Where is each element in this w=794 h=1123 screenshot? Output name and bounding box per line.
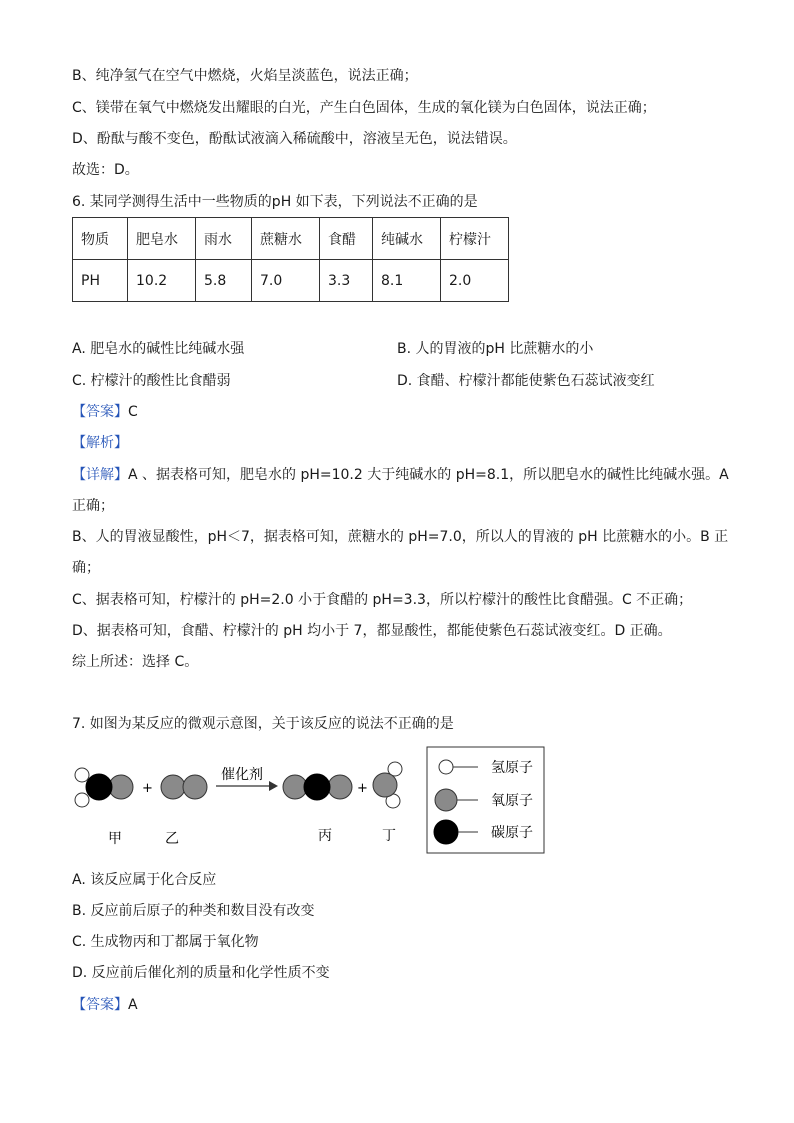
detail-line: C、据表格可知，柠檬汁的 pH=2.0 小于食醋的 pH=3.3，所以柠檬汁的酸性比食醋强。C 不正确；: [72, 592, 693, 608]
table-cell: 雨水: [196, 218, 252, 260]
question-7-stem: 7. 如图为某反应的微观示意图，关于该反应的说法不正确的是: [72, 716, 454, 732]
legend-oxygen-swatch: [435, 789, 457, 811]
text-line: C、镁带在氧气中燃烧发出耀眼的白光，产生白色固体，生成的氧化镁为白色固体，说法正确；: [72, 100, 656, 116]
detail-line: [72, 465, 729, 485]
table-row: [73, 260, 509, 302]
table-cell: 柠檬汁: [441, 218, 509, 260]
table-cell: PH: [73, 260, 128, 302]
text-line: D、酚酞与酸不变色，酚酞试液滴入稀硫酸中，溶液呈无色，说法错误。: [72, 131, 517, 147]
oxygen-atom: [328, 775, 352, 799]
answer-line: [72, 402, 138, 422]
table-cell: 物质: [73, 218, 128, 260]
option-b: B. 反应前后原子的种类和数目没有改变: [72, 903, 315, 919]
oxygen-atom: [183, 775, 207, 799]
option-d: D. 反应前后催化剂的质量和化学性质不变: [72, 965, 330, 981]
table-cell: 3.3: [320, 260, 373, 302]
answer-line: [72, 995, 138, 1015]
table-cell: 肥皂水: [128, 218, 196, 260]
detail-line: D、据表格可知，食醋、柠檬汁的 pH 均小于 7，都显酸性，都能使紫色石蕊试液变红。D 正确。: [72, 623, 672, 639]
detail-line: B、人的胃液显酸性，pH＜7，据表格可知，蔗糖水的 pH=7.0，所以人的胃液的 pH 比蔗糖水的小。B 正: [72, 529, 729, 545]
option-a: A. 该反应属于化合反应: [72, 872, 217, 888]
oxygen-atom: [373, 773, 397, 797]
detail-line: 综上所述：选择 C。: [72, 654, 199, 670]
molecule-label-bing: 丙: [318, 828, 332, 844]
molecule-label-yi: 乙: [165, 831, 179, 847]
option-a: A. 肥皂水的碱性比纯碱水强: [72, 341, 245, 357]
ph-table: [72, 217, 509, 302]
table-row: [73, 218, 509, 260]
legend-hydrogen-swatch: [439, 760, 453, 774]
detail-line: 正确；: [72, 498, 114, 514]
question-6-stem: 6. 某同学测得生活中一些物质的pH 如下表，下列说法不正确的是: [72, 194, 478, 210]
oxygen-atom: [161, 775, 185, 799]
oxygen-atom: [109, 775, 133, 799]
table-cell: 食醋: [320, 218, 373, 260]
detail-text: A 、据表格可知，肥皂水的 pH=10.2 大于纯碱水的 pH=8.1，所以肥皂水的碱性比纯碱水强。A: [128, 467, 729, 483]
catalyst-label: 催化剂: [221, 767, 263, 783]
detail-label: 【详解】: [72, 467, 128, 483]
detail-line: 确；: [72, 560, 100, 576]
legend-carbon-label: 碳原子: [491, 825, 533, 841]
option-d: D. 食醋、柠檬汁都能使紫色石蕊试液变红: [397, 373, 655, 389]
table-cell: 蔗糖水: [252, 218, 320, 260]
option-c: C. 柠檬汁的酸性比食醋弱: [72, 373, 231, 389]
table-cell: 纯碱水: [373, 218, 441, 260]
answer-label: 【答案】: [72, 997, 128, 1013]
answer-label: 【答案】: [72, 404, 128, 420]
table-cell: 7.0: [252, 260, 320, 302]
plus-sign: +: [142, 781, 153, 796]
text-line: B、纯净氢气在空气中燃烧，火焰呈淡蓝色，说法正确；: [72, 68, 418, 84]
text-line: 故选：D。: [72, 162, 139, 178]
table-cell: 8.1: [373, 260, 441, 302]
table-cell: 10.2: [128, 260, 196, 302]
option-b: B. 人的胃液的pH 比蔗糖水的小: [397, 341, 594, 357]
hydrogen-atom: [75, 793, 89, 807]
arrow-head-icon: [269, 781, 278, 791]
table-cell: 2.0: [441, 260, 509, 302]
molecule-label-jia: 甲: [108, 831, 122, 847]
carbon-atom: [304, 774, 330, 800]
answer-value: C: [128, 404, 138, 420]
table-cell: 5.8: [196, 260, 252, 302]
answer-value: A: [128, 997, 138, 1013]
analysis-label: 【解析】: [72, 435, 128, 451]
carbon-atom: [86, 774, 112, 800]
oxygen-atom: [283, 775, 307, 799]
hydrogen-atom: [75, 768, 89, 782]
legend-hydrogen-label: 氢原子: [491, 760, 533, 776]
plus-sign: +: [357, 781, 368, 796]
option-c: C. 生成物丙和丁都属于氧化物: [72, 934, 259, 950]
molecule-label-ding: 丁: [382, 828, 396, 844]
reaction-diagram: [0, 740, 560, 860]
legend-oxygen-label: 氧原子: [491, 793, 533, 809]
legend-carbon-swatch: [434, 820, 458, 844]
